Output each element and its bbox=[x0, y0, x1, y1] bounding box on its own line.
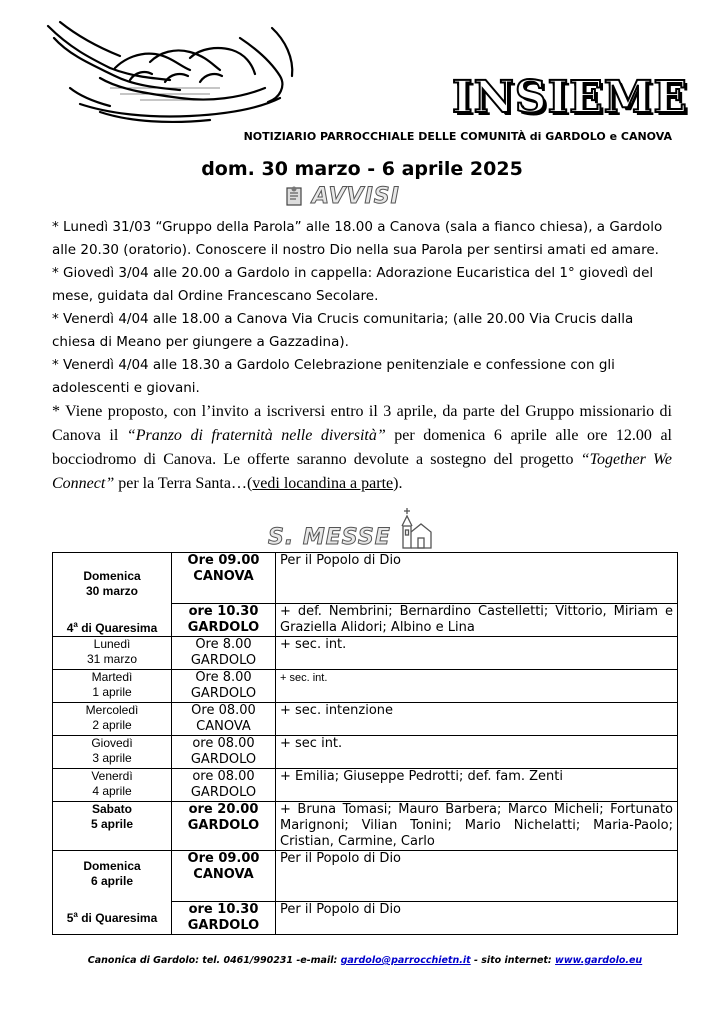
table-row bbox=[53, 769, 678, 802]
day-cell bbox=[53, 736, 172, 769]
hands-logo-icon bbox=[40, 18, 300, 128]
intention-cell: Per il Popolo di Dio bbox=[276, 851, 678, 902]
intention-cell: + Bruna Tomasi; Mauro Barbera; Marco Micheli; Fortunato Marignoni; Vilian Tonini; Mario Nichelatti; Maria-Paolo; Cristian, Carmine, Carlo bbox=[276, 802, 678, 851]
pranzo-event: “Pranzo di fraternità nelle diversità” bbox=[126, 427, 386, 444]
time-cell bbox=[172, 902, 276, 935]
table-row bbox=[53, 736, 678, 769]
mass-place: GARDOLO bbox=[190, 653, 257, 668]
messe-title: S. MESSE bbox=[268, 525, 391, 550]
day-date: 3 aprile bbox=[92, 751, 132, 765]
day-cell bbox=[53, 703, 172, 736]
avvisi-heading bbox=[284, 182, 400, 210]
day-cell bbox=[53, 851, 172, 935]
mass-time: ore 20.00 bbox=[188, 802, 259, 817]
mass-place: GARDOLO bbox=[190, 785, 257, 800]
table-row bbox=[53, 802, 678, 851]
mass-place: GARDOLO bbox=[187, 818, 260, 833]
week-label: di Quaresima bbox=[77, 621, 158, 635]
time-cell bbox=[172, 703, 276, 736]
mass-time: ore 10.30 bbox=[188, 902, 259, 917]
day-name: Martedì bbox=[91, 670, 133, 684]
table-row bbox=[53, 637, 678, 670]
pranzo-text: per domenica 6 aprile alle ore 12.00 al bocciodromo di Canova. Le offerte saranno devolute a sostegno del progetto bbox=[52, 427, 672, 468]
mass-place: GARDOLO bbox=[190, 752, 257, 767]
week-ordinal: a bbox=[73, 910, 78, 919]
mass-schedule-table bbox=[52, 552, 678, 935]
notice-item: * Venerdì 4/04 alle 18.30 a Gardolo Celebrazione penitenziale e confessione con gli adolescenti e giovani. bbox=[52, 357, 615, 396]
day-cell bbox=[53, 670, 172, 703]
liturgical-week bbox=[57, 907, 167, 926]
week-label: di Quaresima bbox=[77, 911, 158, 925]
day-date: 5 aprile bbox=[90, 817, 134, 831]
day-date: 31 marzo bbox=[86, 652, 138, 666]
messe-heading bbox=[268, 504, 433, 552]
church-icon bbox=[397, 506, 433, 552]
intention-cell: + def. Nembrini; Bernardino Castelletti; Vittorio, Miriam e Graziella Alidori; Albino e Lina bbox=[276, 604, 678, 637]
mass-place: GARDOLO bbox=[187, 918, 260, 933]
table-row bbox=[53, 670, 678, 703]
time-cell bbox=[172, 604, 276, 637]
mass-time: Ore 09.00 bbox=[187, 851, 260, 866]
newsletter-subtitle: NOTIZIARIO PARROCCHIALE DELLE COMUNITÀ di GARDOLO e CANOVA bbox=[243, 130, 672, 143]
day-name: Lunedì bbox=[93, 637, 131, 651]
intention-cell: + sec. int. bbox=[276, 670, 678, 703]
mass-time: ore 08.00 bbox=[192, 736, 255, 751]
footer-text: - sito internet: bbox=[470, 955, 556, 966]
time-cell bbox=[172, 637, 276, 670]
mass-time: Ore 8.00 bbox=[195, 637, 252, 652]
day-date: 2 aprile bbox=[92, 718, 132, 732]
intention-cell: Per il Popolo di Dio bbox=[276, 553, 678, 604]
day-name: Sabato bbox=[91, 802, 132, 816]
mass-place: CANOVA bbox=[193, 867, 254, 882]
day-date: 30 marzo bbox=[85, 584, 139, 598]
day-cell bbox=[53, 802, 172, 851]
avvisi-title: AVVISI bbox=[312, 183, 400, 209]
intention-cell: + sec int. bbox=[276, 736, 678, 769]
table-row bbox=[53, 851, 678, 902]
intention-cell: Per il Popolo di Dio bbox=[276, 902, 678, 935]
notice-icon bbox=[284, 185, 304, 207]
pranzo-text: ). bbox=[393, 475, 403, 492]
day-name: Mercoledì bbox=[85, 703, 139, 717]
week-number: 4 bbox=[66, 621, 74, 635]
footer-contacts bbox=[52, 955, 678, 966]
issue-date-range: dom. 30 marzo - 6 aprile 2025 bbox=[201, 158, 523, 180]
notice-item: * Lunedì 31/03 “Gruppo della Parola” alle 18.00 a Canova (sala a fianco chiesa), a Gardolo alle 20.30 (oratorio). Conoscere il nostro Dio nella sua Parola per sentirsi amati ed amare. bbox=[52, 219, 663, 258]
intention-cell: + Emilia; Giuseppe Pedrotti; def. fam. Zenti bbox=[276, 769, 678, 802]
time-cell bbox=[172, 851, 276, 902]
time-cell bbox=[172, 553, 276, 604]
mass-place: GARDOLO bbox=[190, 686, 257, 701]
time-cell bbox=[172, 736, 276, 769]
time-cell bbox=[172, 769, 276, 802]
day-name: Giovedì bbox=[91, 736, 133, 750]
notices-list bbox=[52, 216, 672, 496]
pranzo-text: * Viene proposto, con l’invito a iscriversi entro il 3 aprile, da parte del Gruppo missionario di Canova il bbox=[52, 403, 672, 444]
day-name: Venerdì bbox=[91, 769, 133, 783]
day-date: 1 aprile bbox=[92, 685, 132, 699]
table-row bbox=[53, 553, 678, 604]
time-cell bbox=[172, 670, 276, 703]
mass-place: GARDOLO bbox=[187, 620, 260, 635]
pranzo-text: per la Terra Santa…( bbox=[114, 475, 253, 492]
footer-text: Canonica di Gardolo: tel. 0461/990231 -e-mail: bbox=[87, 955, 341, 966]
mass-time: Ore 09.00 bbox=[187, 553, 260, 568]
locandina-link[interactable]: vedi locandina a parte bbox=[252, 475, 394, 492]
pranzo-project: “Together We Connect” bbox=[52, 451, 673, 492]
newsletter-brand: INSIEME bbox=[452, 72, 688, 123]
day-cell bbox=[53, 637, 172, 670]
day-name: Domenica bbox=[83, 569, 141, 583]
mass-place: CANOVA bbox=[193, 569, 254, 584]
day-date: 4 aprile bbox=[92, 784, 132, 798]
day-name: Domenica bbox=[83, 859, 141, 873]
notice-item: * Venerdì 4/04 alle 18.00 a Canova Via Crucis comunitaria; (alle 20.00 Via Crucis dalla chiesa di Meano per giungere a Gazzadina). bbox=[52, 311, 634, 350]
time-cell bbox=[172, 802, 276, 851]
day-cell bbox=[53, 553, 172, 637]
email-link[interactable]: gardolo@parrocchietn.it bbox=[340, 955, 471, 966]
mass-time: ore 08.00 bbox=[192, 769, 255, 784]
week-number: 5 bbox=[66, 911, 74, 925]
day-date: 6 aprile bbox=[90, 874, 134, 888]
intention-cell: + sec. intenzione bbox=[276, 703, 678, 736]
mass-place: CANOVA bbox=[196, 719, 251, 734]
intention-cell: + sec. int. bbox=[276, 637, 678, 670]
notice-pranzo bbox=[52, 400, 672, 496]
day-cell bbox=[53, 769, 172, 802]
week-ordinal: a bbox=[73, 620, 78, 629]
notice-item: * Giovedì 3/04 alle 20.00 a Gardolo in cappella: Adorazione Eucaristica del 1° giovedì del mese, guidata dal Ordine Francescano Secolare. bbox=[52, 265, 654, 304]
liturgical-week bbox=[57, 617, 167, 636]
mass-time: Ore 08.00 bbox=[191, 703, 256, 718]
mass-time: ore 10.30 bbox=[188, 604, 259, 619]
mass-time: Ore 8.00 bbox=[195, 670, 252, 685]
table-row bbox=[53, 703, 678, 736]
website-link[interactable]: www.gardolo.eu bbox=[555, 955, 643, 966]
